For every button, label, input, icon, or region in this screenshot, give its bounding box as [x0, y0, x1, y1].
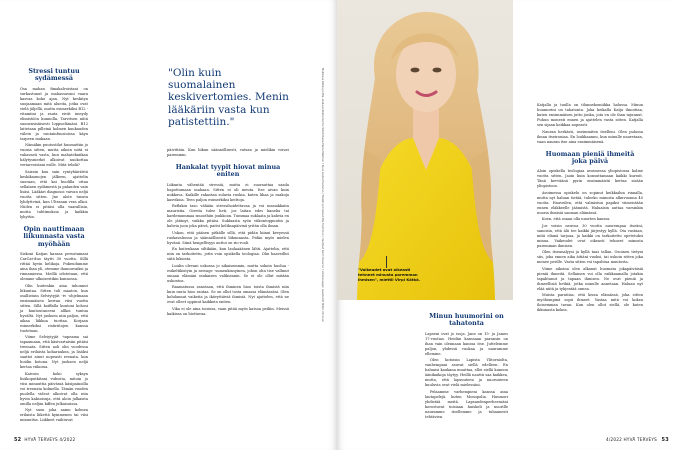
- paragraph: En kuitenkaan siltikään, kun laulaaäänen lähti. Ajattelin, että niin on tarkoitettu, jotta voin opiskella teologiaa. Olin haaveillut siitä lukiosta.: [167, 247, 289, 262]
- subheading-huumori: Minun huumorini on tahatonta: [429, 312, 504, 328]
- paragraph: Pelaamme varhempieni kanssa aina lautapelejä, kuten Monopolia. Huumori yhdistää meitä. Lapsuudenperheessäni korostuvat toisiaan huiskeli ja nuorille nauramme itsellemme ja tuhannesti tehtävien.: [425, 389, 508, 419]
- paragraph: Vika ei ole aina toisissa, vaan pitää myös katsoa peiliin. Meissä kaikissa on hiottavaa.: [167, 306, 289, 316]
- paragraph: Osa mahan fimakalvoistani on surkastunut ja mahassavani vaara kasvaa koko ajan. Nyt keskityn suojaamaan mitä alueita, jotka ovat vielä jäljellä, mutta esimerkiksi B12 -vitamiini ja rauta eivät imeydy elimistöön kunnolla. Tarvitsen niitä suonensisäisesti loppuelämäni. B12 laitetaan pilleinä kolmen kuukauden välein ja rautainfuusioissa käyn tarpeen mukaan.: [20, 86, 88, 141]
- right-folio: [606, 437, 669, 443]
- pull-quote: "Olin kuin suomalainen keskivertomies. Menin lääkäriin vasta kun patistettiin.": [168, 67, 289, 128]
- page-number: 52: [14, 437, 22, 443]
- paragraph: Viime aikoina olen alkanut huomata jokapäiväisiä pieniä ihmeitä. Sellainen voi olla raikkaamalla jotakin tapahtunut ja tapaan ihmisen. Ne ovat pieniä ja ihmeellisiä hetkiä, jotka minulle annetaan. Haluan nyt elää niitä ja tyhjentää onnea.: [537, 266, 643, 291]
- paragraph: Uskon, että pääsen pitkälle sillä, että pidän kiinni kevyessä ruokavaliossa ja säännöllisestä liikunnasta. Pidän myös mielen hyvänä. Siinä hengellisyys auttoi on rio-rooli.: [167, 230, 289, 245]
- right-column-a: [425, 313, 508, 438]
- paragraph: Nämäkin puutostilat huomattiin jo vuosia sitten, mutta aikoin niitä ei vakavasti vasta, kun mahatekniikan hälytysmerkit alkoivat nuokottaa veriarvoistani esille. Mitä tehdä?: [20, 143, 88, 168]
- subheading-hankalat: Hankalat tyypit hiovat minua eniten: [175, 163, 281, 179]
- paragraph: Luulin olevani uskossa jo aikaisemmin, mutta sokoin huolua -esikeltikistyin ja newage -sumenkinsyinen, johon olin tise vallmut omaan elämäni mukaisen valikoinnin. Se ei ole ollut mitään uskontoa.: [167, 263, 289, 283]
- portrait-photo: [337, 0, 513, 300]
- subheading-stressi: Stressi tuntuu sydämessä: [28, 67, 80, 83]
- paragraph: Nyt suon joka aamu kolmea erilaista liikettä kymmenen tai viisi minuuttia. Liikkeet vaihtuvat: [20, 408, 88, 423]
- magazine-issue: 4/2022 HYVÄ TERVEYS: [606, 437, 657, 442]
- paragraph: Avoimessa opiskelu on sopinut keikkailun rinnalla, mutta nyt haluan tietää, tuleeko minusta alkuvuonna 40 vuotta. Haaveilen, että valmistun papiksi viimeistään ennen eläkkeelle jäämistä. Haluaisin auttaa varsinkin nuoria ihmisiä sauman elämässä.: [537, 190, 643, 215]
- portrait-illustration: [337, 0, 513, 300]
- page-number: 53: [661, 437, 669, 443]
- paragraph: Kaivoin koko syksyn lisäkoputkitani videoita, mitoin jo viisi minuuttia päivässä käsipainoilla voi treenata kolmella. Tämän vuoden puolella videot alkoivat olla niin hyvin kaksoisuja, että aloin julkaista omilla neljän kiffen julkaisuissa.: [20, 371, 88, 406]
- photo-caption: "Vaikeudet ovat oikeasti tehneet minusta paremman ihmisen", miettii Virpi Kätkä.: [358, 267, 421, 282]
- paragraph: Olen kotoisin Lapista Ylitorniolta, vanhempani asuvat siellä edelleen. En haluaisi kaukana muuttaa, ellei siellä kunnon äänikaikoja täytyy. Heillä nauttii saa kaikkea, mutta, että lapsuuteen ja nuoruuteen kuuluvia ovat vielä mielessäni.: [425, 358, 508, 388]
- left-eye: [411, 68, 420, 73]
- right-eye: [433, 68, 442, 73]
- right-column-b: [537, 103, 643, 438]
- paragraph: Siskoni Katjan kanssa perustamani CarCat-duo täytti 30 vuotta. Sillä rittää hyvin kelikoja. Pukeudumme aina ihan yli, otemme ihanuuvaiksi ja rinnamiessa. Meillä odotetaan, että olemme ulkoisestikin kunnossa.: [20, 252, 88, 282]
- paragraph: Jos voisin neuvoa 30 vuotta nuorempaa itseäni, sanoisin, että älä tee kaikki järjestyy kyllä. Ota vastaan, mitä elämä tarjoaa, ja kaikki on tarkoitettu opetetuksi minua. Vaikeudet ovat oikeasti tehneet minusta paremman ihmisen.: [537, 223, 643, 248]
- paragraph: Olen itseanalyysi ja kyllä taas tallan. Osoinen tietyni siis, joka ennen aika äitiäni vuoksi, tai uskoin sitten joka menee perille. Vasta sitten voi tapahtua muutosta.: [537, 250, 643, 265]
- paragraph: Raamatussa sanotaan, että ihminen hioo toista ihmistä niin kuin rauta hioo rautaa. Se on ollut tosta omassa elämässäni. Olen kohdannut vaikeita ja ikävyttäiviä ihmisiä. Nyt ajattelen, että ne ovat olleet oppinut kaikkein eniten.: [167, 285, 289, 305]
- photo-credit-text: Meikkaus Riikka ja Mia, stailaus Riikka Kontio Teksti Kaisa-Maria Mäkinen / Kuva Aleksi Poutanen / Meikki ja hiukset Mia Tuominen / Vaatteet Karin Pesonen / Valokuvaajan assistentti Mikko Oinonen: [321, 68, 324, 323]
- paragraph: päivittäin. Kun liikun säännöllisesti, vatsan ja mielikin voivat paremmin.: [167, 148, 289, 157]
- left-column-1: [20, 68, 88, 438]
- paragraph: Liikunta vähentää stressiä, mutta ei suorauttaa saada hapottomaan mahaan. Sitten ei oli meuta. Itse aivan kuin nukkuva. Kaikille rakastan sulavia ruokia, kuten lihaa ja raakoja kasviksia. Teen paljon esimerkiksi keittoja.: [167, 182, 289, 202]
- paragraph: Nauran herkästi, useimmiten itselleni. Olen pulassa ilman itseironiaa. En loukkaannu, kun minulle nauretaan, vaan nauran itse aina ensimmäisenä.: [537, 129, 643, 144]
- paragraph: Sairain kuu sain ryntyhäiriöitä keskikaunojen jälkeen, ajattelin suoraan, että kai kuolilla ottaa sellainen sydämestä ja palauden vain lisäsi. Lääkäri diagnosoi vaivan neljä vuotta sitten. Jne alote tunsta lyhdyttvinä, kun Ultranan vera alkoi. Niiden ei pitäisi olla vaarallisia, mutta tuhtimoksia ja kaikkia lyhyttin.: [20, 169, 88, 219]
- magazine-issue: HYVÄ TERVEYS 4/2022: [24, 437, 76, 442]
- paragraph: Viime Selviytyjät -tapeama sai tapaamaan, että käsivartaisiin pitäisi treenata. Sitten aoli olin vuodessa neljä erilaista koharaukea, ja lisäksi saattoi ainut nopeasti reenata, kun hoidin kotona. Nyt juoksen neljä kertaa viikossa.: [20, 335, 88, 370]
- subheading-opin: Opin nauttimaan liikunnasta vasta myöhään: [23, 224, 85, 248]
- paragraph: Lapseni ovat jo isoja. Jane on 15- ja James 17-vuotias. Heidän kanssaan paransin on ihan vain olennaan kanssa itse. Juttelemme paljon, yhdessä ruokaa ja nauramme ellemme.: [425, 331, 508, 356]
- paragraph: Muista paratiisa, että kivaa elämässä, joka sitten myöhempinä sopii ihmeet. Vastaa mitä voi kokea iloisemman tavan. Kun olen ollut siellä, ole kuten ikkunasta kokea.: [537, 293, 643, 313]
- subheading-ihmeita: Huomaan pieniä ihmeitä joka päivä: [545, 149, 635, 165]
- left-column-2: [167, 148, 289, 438]
- photo-credit: [294, 68, 324, 353]
- paragraph: Reflakin taso vähään stressihoidettavaa ja voi masiakkaita mauristia. Oireita tulee heti, jos laitan edes kanelia tai kardemummaa smoothiin joukkoon. Tummaa suklaata ja kahvia en ole jätänyt, vaikka pitäisi. Suklaasta syön viikontoppuutin ja kahvia juon joka päivä, paitsi keliksapäivinä yritän olla ilman.: [167, 204, 289, 229]
- left-folio: [14, 437, 75, 443]
- paragraph: Olin kuitenkin aina inhonnut liikuntaa. Sitten tuli maaton, kun osallistuin Selviytyjät -tv -ohjelmaan ensimmäisen kerran viisi vuotta sitten. Sillä koiffalla kuntoni kohosi ja kuntoutuneeni allkoi tuntua hyvältä. Nyt juoksen niin paljon, että aikaa liikkua tuottaa. Korjaan esimerkiksi ristiriitojen kanssa tuotetaan.: [20, 283, 88, 333]
- paragraph: Katjalla ja tuulla on tilannekomiikka halussa. Minun huumorini on tahatonta. Joka keikalla Katja ilmoittaa, kuten ensimmäisen juttu jonka, jota en ole ihan tajunnut. Puhun monesti ennen ja ajattelen vasta sitten. Katjalla sen sijaan keikkaa nopeasti.: [537, 103, 643, 127]
- paragraph: Aloin opiskella teologiaa avoimessa yliopistossa kolme vuotta sitten. Jaoin kuin konsuttamaan kaikki kurssit. Tänä kevväänä pyrin ensimmäistä kertaa sisään yliopistoon.: [537, 169, 643, 189]
- paragraph: Koen, että osaan olla nuorten kanssa.: [542, 217, 611, 222]
